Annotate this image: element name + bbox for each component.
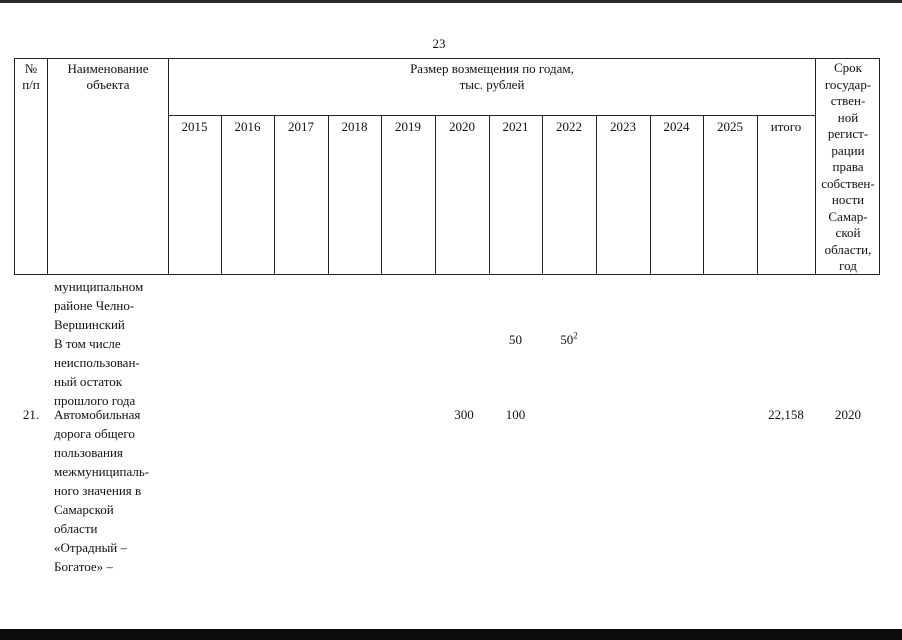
year-divider — [757, 115, 758, 275]
year-divider — [381, 115, 382, 275]
row-term-value: 2020 — [835, 407, 861, 422]
year-divider — [703, 115, 704, 275]
header-divider — [168, 115, 815, 116]
year-divider — [489, 115, 490, 275]
row-2021-value: 100 — [505, 407, 526, 422]
year-2023: 2023 — [610, 119, 636, 134]
year-2017: 2017 — [288, 119, 314, 134]
year-2016: 2016 — [234, 119, 261, 134]
year-2025: 2025 — [717, 119, 743, 134]
year-2024: 2024 — [663, 119, 690, 134]
year-divider — [435, 115, 436, 275]
row-2020-value: 300 — [454, 407, 474, 422]
page-number: 23 — [432, 36, 446, 51]
row-continuation-name: муниципальном районе Челно- Вершинский В том числе неиспользован- ный остаток прошлого года — [54, 279, 144, 408]
header-number: № п/п — [22, 61, 40, 92]
year-2022: 2022 — [556, 119, 582, 134]
scan-top-edge — [0, 0, 902, 3]
year-divider — [650, 115, 651, 275]
year-divider — [221, 115, 222, 275]
row-number: 21. — [22, 407, 40, 422]
header-amount: Размер возмещения по годам, тыс. рублей — [410, 61, 574, 92]
row-continuation-2022: $50^2$ — [560, 330, 578, 347]
year-divider — [328, 115, 329, 275]
year-2020: 2020 — [449, 119, 475, 134]
year-2019: 2019 — [395, 119, 421, 134]
year-divider — [274, 115, 275, 275]
row-total-value: 22,158 — [768, 407, 804, 422]
year-2018: 2018 — [341, 119, 368, 134]
footnote-mark: 2 — [573, 330, 578, 341]
year-divider — [596, 115, 597, 275]
year-2015: 2015 — [181, 119, 208, 134]
header-total: итого — [770, 119, 802, 134]
header-term: Срок государ- ствен- ной регист- рации права собствен- ности Самар- ской области, год — [821, 60, 875, 273]
header-object-name: Наименование объекта — [67, 61, 149, 92]
row-object-name: Автомобильная дорога общего пользования межмуниципаль- ного значения в Самарской области «Отрадный – Богатое» – — [54, 407, 150, 574]
year-2021: 2021 — [502, 119, 529, 134]
year-divider — [542, 115, 543, 275]
scan-bottom-edge — [0, 629, 902, 640]
row-continuation-2021: 50 — [509, 332, 522, 347]
